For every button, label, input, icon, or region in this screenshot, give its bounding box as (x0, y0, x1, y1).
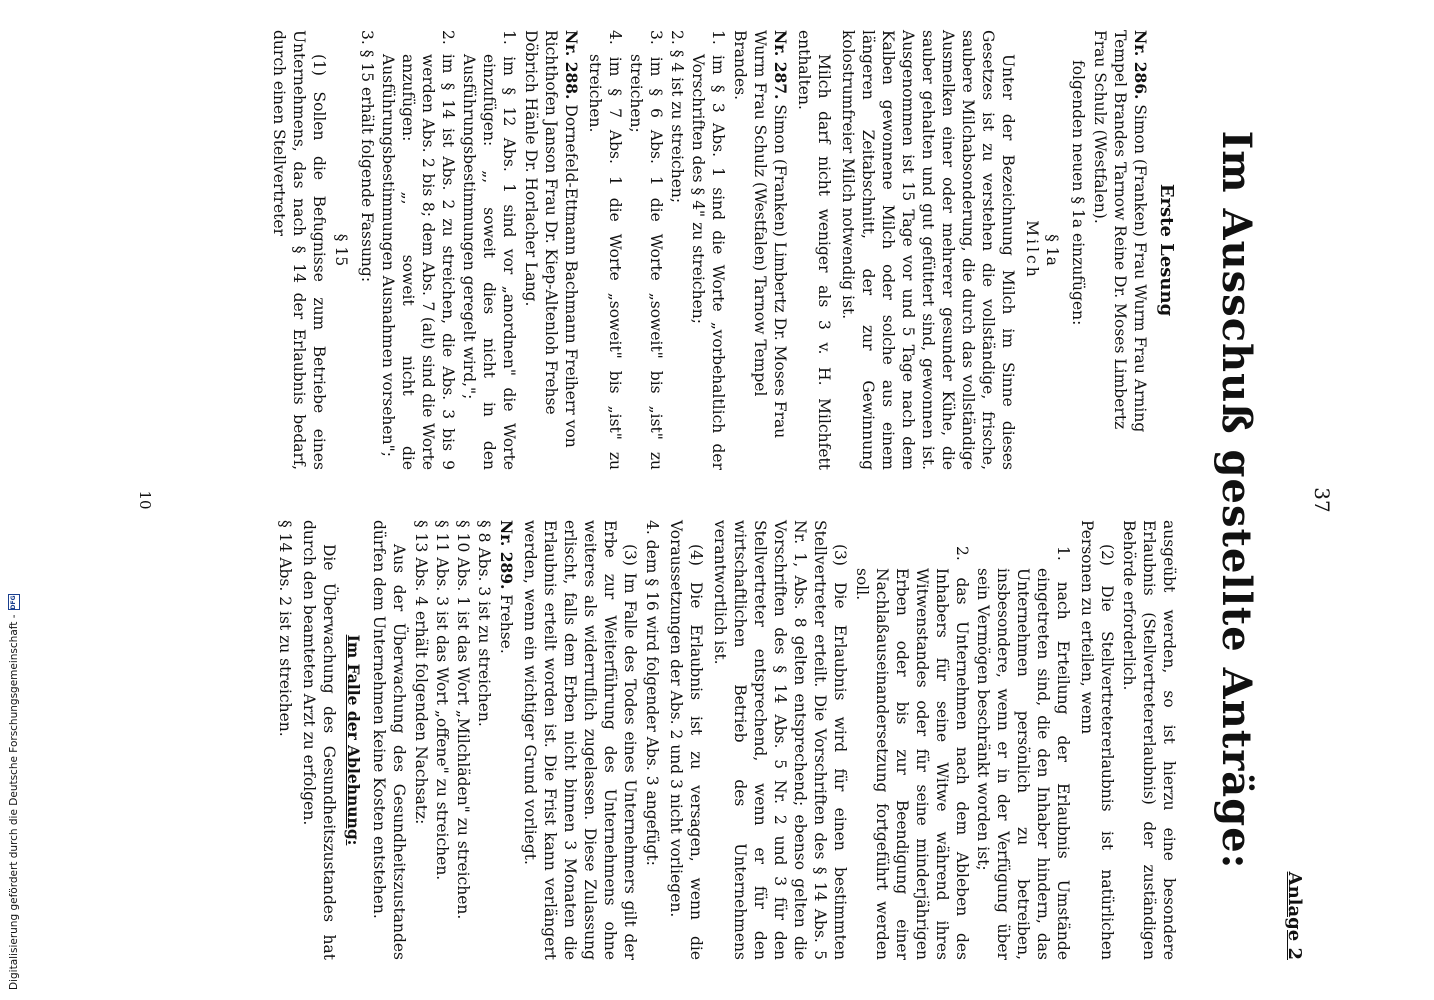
paragraph: Aus der Überwachung des Gesundheitszustandes dürfen dem Unternehmen keine Kosten entstehen. (370, 520, 408, 960)
motion-289-names (496, 520, 516, 960)
signatories: Simon (Franken) Frau Wurm Frau Arning Tempel Brandes Tarnow Reine Dr. Moses Limbertz Frau Schulz (Westfalen). (1091, 30, 1149, 433)
paragraph: (2) Die Stellvertretererlaubnis ist natürlichen Personen zu erteilen, wenn (1078, 520, 1116, 960)
paragraph: (3) Die Erlaubnis wird für einen bestimmten Stellvertreter erteilt. Die Vorschriften des § 14 Abs. 5 Nr. 1, Abs. 8 gelten entsprechend; ebenso gelten die Vorschriften des § 14 Abs. 5 Nr. 2 und 3 für den Stellvertreter entsprechend, wenn er für den wirtschaftlichen Betrieb des Unternehmens verantwortlich ist. (711, 520, 849, 960)
section-number: § 15 (332, 233, 350, 267)
signatories: Frehse. (497, 594, 515, 654)
amendment-line: § 8 Abs. 3 ist zu streichen. (475, 520, 493, 727)
motion-number: Nr. 286. (1131, 30, 1150, 100)
motion-number: Nr. 288. (562, 30, 581, 100)
right-column (274, 520, 1180, 960)
footer-page-number: 10 (136, 490, 154, 510)
list-item: 2. das Unternehmen nach dem Ableben des Inhabers für seine Witwe während ihres Witwenstandes oder für seine minderjährigen Erben oder bis zur Beendigung einer Nachlaßauseinandersetzung fortgeführt werden soll. (853, 546, 971, 960)
dfg-logo-icon: DFG (8, 594, 20, 610)
paragraph: (3) Im Falle des Todes eines Unternehmers gilt der Erbe zur Weiterführung des Unternehmens ohne weiteres als widerruflich zugelassen. Diese Zulassung erlischt, falls dem Erben nicht binnen 3 Monaten die Erlaubnis erteilt worden ist. Die Frist kann verlängert werden, wenn ein wichtiger Grund vorliegt. (521, 520, 639, 960)
list-item: 2. § 4 ist zu streichen; (668, 30, 686, 204)
amendment-line: § 14 Abs. 2 ist zu streichen. (276, 520, 294, 737)
list-item: 1. im § 3 Abs. 1 sind die Worte „vorbehaltlich der Vorschriften des § 4" zu streichen; (689, 30, 727, 470)
signatories: Simon (Franken) Limbertz Dr. Moses Frau Wurm Frau Schulz (Westfalen) Tarnow Tempel Brandes. (731, 30, 789, 439)
motion-number: Nr. 289. (497, 520, 516, 590)
motion-286-names (1090, 30, 1150, 470)
document-page (100, 10, 1360, 990)
digitization-note (8, 594, 20, 990)
paragraph: (4) Die Erlaubnis ist zu versagen, wenn die Voraussetzungen der Abs. 2 und 3 nicht vorliegen. (667, 520, 705, 960)
section-title: Milch (1023, 220, 1041, 280)
section-number: § 1a (1043, 234, 1061, 266)
amendment-line: § 13 Abs. 4 erhält folgenden Nachsatz: (412, 520, 430, 825)
paragraph: Unter der Bezeichnung Milch im Sinne dieses Gesetzes ist zu verstehen die vollständige, frische, saubere Milchabsonderung, die durch das vollständige Ausmelken einer oder mehrerer gesunder Kühe, die sauber gehalten und gut gefüttert sind, gewonnen ist. Ausgenommen ist 15 Tage vor und 5 Tage nach dem Kalben gewonnene Milch oder solche aus einem längeren Zeitabschnitt, der zur Gewinnung kolostrumfreier Milch notwendig ist. (839, 30, 1017, 470)
annex-label: Anlage 2 (1284, 871, 1305, 960)
list-item: 4. im § 7 Abs. 1 die Worte „soweit" bis „ist" zu streichen. (586, 30, 624, 470)
motion-287-names (730, 30, 790, 470)
left-column (265, 30, 1180, 470)
amendment-line: § 11 Abs. 3 ist das Wort „offene" zu streichen. (433, 520, 451, 881)
list-item: 4. dem § 16 wird folgender Abs. 3 angefügt: (643, 520, 661, 866)
paragraph: (1) Sollen die Befugnisse zum Betriebe eines Unternehmens, das nach § 14 der Erlaubnis bedarf, durch einen Stellvertreter (270, 30, 328, 470)
motion-number: Nr. 287. (771, 30, 790, 100)
amendment-line: § 10 Abs. 1 ist das Wort „Milchläden" zu streichen. (454, 520, 472, 920)
motion-288-names (521, 30, 581, 470)
signatories: Dornefeld-Ettmann Bachmann Freiherr von Richthofen Janson Frau Dr. Kiep-Altenloh Frehse Döbrich Hänle Dr. Horlacher Lang. (522, 30, 580, 448)
digitization-note-text: Digitalisierung gefördert durch die Deutsche Forschungsgemeinschaft - (8, 614, 20, 990)
list-item: 2. im § 14 ist Abs. 2 zu streichen, die Abs. 3 bis 9 werden Abs. 2 bis 8; dem Abs. 7 (alt) sind die Worte anzufügen: „, soweit nicht die Ausführungsbestimmungen Ausnahmen vorsehen"; (379, 30, 457, 470)
motion-intro: folgenden neuen § 1a einzufügen: (1069, 60, 1087, 326)
list-item: 3. § 15 erhält folgende Fassung: (358, 30, 376, 283)
paragraph: Milch darf nicht weniger als 3 v. H. Milchfett enthalten. (795, 30, 833, 470)
paragraph: Die Überwachung des Gesundheitszustandes hat durch den beamteten Arzt zu erfolgen. (300, 520, 338, 960)
main-heading: Im Ausschuß gestellte Anträge: (1213, 130, 1260, 870)
list-item: 1. im § 12 Abs. 1 sind vor „anordnen" die Worte einzufügen: „, soweit dies nicht in den Ausführungsbestimmungen geregelt wird,"; (460, 30, 518, 470)
list-item: 1. nach Erteilung der Erlaubnis Umstände eingetreten sind, die den Inhaber hindern, das Unternehmen persönlich zu betreiben, insbesondere, wenn er in der Verfügung über sein Vermögen beschränkt worden ist; (974, 546, 1072, 960)
page-number: 37 (1310, 487, 1334, 513)
paragraph: ausgeübt werden, so ist hierzu eine besondere Erlaubnis (Stellvertretererlaubnis) der zuständigen Behörde erforderlich. (1120, 520, 1178, 960)
list-item: 3. im § 6 Abs. 1 die Worte „soweit" bis „ist" zu streichen; (627, 30, 665, 470)
fallback-heading: Im Falle der Ablehnung: (344, 634, 363, 846)
reading-heading: Erste Lesung (1156, 183, 1177, 317)
